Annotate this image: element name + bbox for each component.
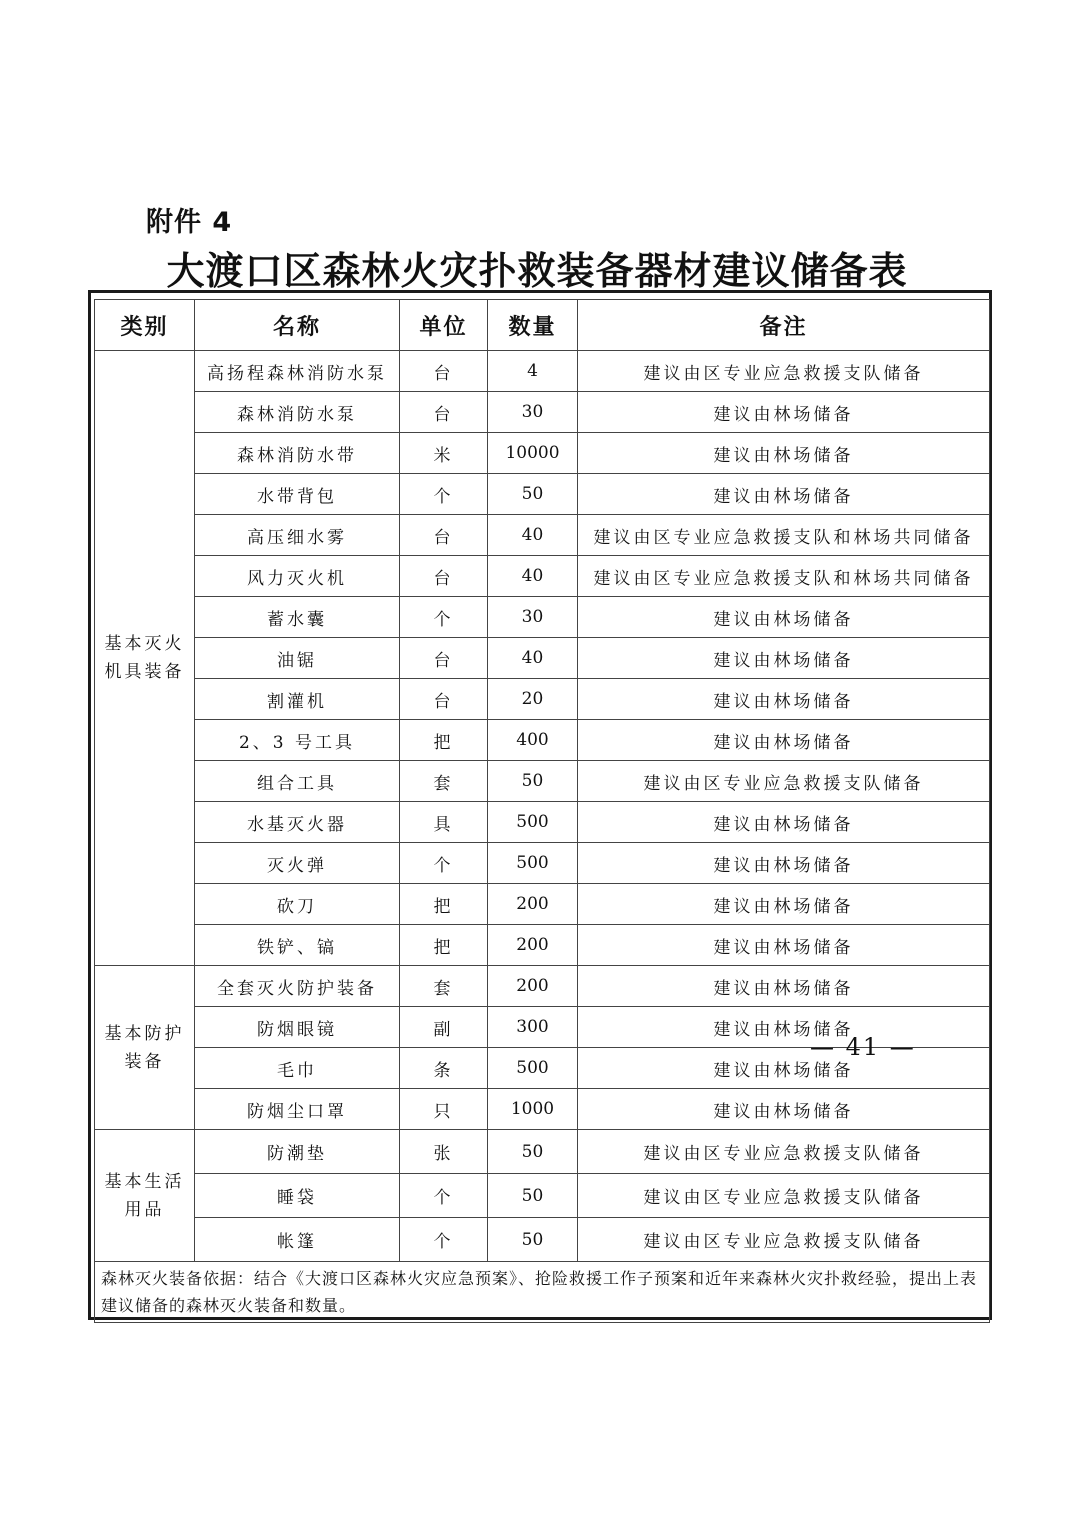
remark-cell: 建议由区专业应急救援支队储备: [578, 1130, 990, 1174]
unit-cell: 台: [400, 679, 488, 720]
item-name-cell: 蓄水囊: [195, 597, 400, 638]
table-row: [95, 1130, 990, 1174]
unit-cell: 台: [400, 638, 488, 679]
remark-cell: 建议由林场储备: [578, 802, 990, 843]
quantity-cell: 20: [488, 679, 578, 720]
header-category: 类别: [95, 300, 195, 351]
unit-cell: 台: [400, 351, 488, 392]
unit-cell: 台: [400, 556, 488, 597]
table-row: [95, 843, 990, 884]
quantity-cell: 50: [488, 1174, 578, 1218]
table-row: [95, 884, 990, 925]
quantity-cell: 30: [488, 392, 578, 433]
category-cell: 基本防护装备: [95, 966, 195, 1130]
unit-cell: 套: [400, 966, 488, 1007]
remark-cell: 建议由区专业应急救援支队和林场共同储备: [578, 515, 990, 556]
item-name-cell: 森林消防水带: [195, 433, 400, 474]
quantity-cell: 50: [488, 1218, 578, 1262]
quantity-cell: 40: [488, 515, 578, 556]
unit-cell: 把: [400, 925, 488, 966]
page-number-wrap: [810, 1033, 916, 1061]
unit-cell: 米: [400, 433, 488, 474]
table-row: [95, 474, 990, 515]
item-name-cell: 铁铲、镐: [195, 925, 400, 966]
item-name-cell: 水基灭火器: [195, 802, 400, 843]
quantity-cell: 1000: [488, 1089, 578, 1130]
attachment-label: 附件 4: [146, 207, 233, 238]
table-row: [95, 1174, 990, 1218]
unit-cell: 把: [400, 884, 488, 925]
item-name-cell: 防烟尘口罩: [195, 1089, 400, 1130]
remark-cell: 建议由林场储备: [578, 884, 990, 925]
page-number: — 41 —: [810, 1033, 916, 1061]
table-row: [95, 1218, 990, 1262]
quantity-cell: 300: [488, 1007, 578, 1048]
table-row: [95, 679, 990, 720]
quantity-cell: 30: [488, 597, 578, 638]
item-name-cell: 毛巾: [195, 1048, 400, 1089]
unit-cell: 把: [400, 720, 488, 761]
unit-cell: 台: [400, 515, 488, 556]
table-row: [95, 966, 990, 1007]
item-name-cell: 睡袋: [195, 1174, 400, 1218]
unit-cell: 个: [400, 843, 488, 884]
table-row: [95, 925, 990, 966]
item-name-cell: 全套灭火防护装备: [195, 966, 400, 1007]
remark-cell: 建议由林场储备: [578, 720, 990, 761]
item-name-cell: 2、3 号工具: [195, 720, 400, 761]
table-row: [95, 638, 990, 679]
remark-cell: 建议由林场储备: [578, 679, 990, 720]
remark-cell: 建议由林场储备: [578, 597, 990, 638]
item-name-cell: 高扬程森林消防水泵: [195, 351, 400, 392]
category-cell: 基本生活用品: [95, 1130, 195, 1262]
table-row: [95, 351, 990, 392]
remark-cell: 建议由林场储备: [578, 638, 990, 679]
footnote-row: [95, 1262, 990, 1323]
unit-cell: 只: [400, 1089, 488, 1130]
item-name-cell: 组合工具: [195, 761, 400, 802]
quantity-cell: 500: [488, 1048, 578, 1089]
category-cell: 基本灭火机具装备: [95, 351, 195, 966]
document-title: 大渡口区森林火灾扑救装备器材建议储备表: [166, 249, 908, 293]
remark-cell: 建议由区专业应急救援支队储备: [578, 351, 990, 392]
quantity-cell: 10000: [488, 433, 578, 474]
header-unit: 单位: [400, 300, 488, 351]
unit-cell: 具: [400, 802, 488, 843]
item-name-cell: 风力灭火机: [195, 556, 400, 597]
quantity-cell: 500: [488, 843, 578, 884]
item-name-cell: 帐篷: [195, 1218, 400, 1262]
remark-cell: 建议由区专业应急救援支队储备: [578, 1218, 990, 1262]
header-quantity: 数量: [488, 300, 578, 351]
unit-cell: 张: [400, 1130, 488, 1174]
remark-cell: 建议由林场储备: [578, 1007, 990, 1048]
equipment-table: [94, 299, 990, 1323]
item-name-cell: 高压细水雾: [195, 515, 400, 556]
quantity-cell: 200: [488, 925, 578, 966]
remark-cell: 建议由林场储备: [578, 474, 990, 515]
table-row: [95, 597, 990, 638]
quantity-cell: 40: [488, 556, 578, 597]
remark-cell: 建议由林场储备: [578, 843, 990, 884]
remark-cell: 建议由区专业应急救援支队储备: [578, 761, 990, 802]
unit-cell: 条: [400, 1048, 488, 1089]
table-row: [95, 720, 990, 761]
table-row: [95, 761, 990, 802]
quantity-cell: 200: [488, 966, 578, 1007]
unit-cell: 个: [400, 1218, 488, 1262]
quantity-cell: 400: [488, 720, 578, 761]
remark-cell: 建议由林场储备: [578, 392, 990, 433]
unit-cell: 副: [400, 1007, 488, 1048]
item-name-cell: 灭火弹: [195, 843, 400, 884]
item-name-cell: 砍刀: [195, 884, 400, 925]
remark-cell: 建议由林场储备: [578, 1089, 990, 1130]
remark-cell: 建议由林场储备: [578, 1048, 990, 1089]
table-row: [95, 556, 990, 597]
item-name-cell: 油锯: [195, 638, 400, 679]
quantity-cell: 50: [488, 1130, 578, 1174]
header-name: 名称: [195, 300, 400, 351]
unit-cell: 个: [400, 474, 488, 515]
item-name-cell: 森林消防水泵: [195, 392, 400, 433]
item-name-cell: 水带背包: [195, 474, 400, 515]
quantity-cell: 200: [488, 884, 578, 925]
unit-cell: 套: [400, 761, 488, 802]
item-name-cell: 防潮垫: [195, 1130, 400, 1174]
table-header-row: [95, 300, 990, 351]
unit-cell: 台: [400, 392, 488, 433]
quantity-cell: 40: [488, 638, 578, 679]
quantity-cell: 500: [488, 802, 578, 843]
quantity-cell: 50: [488, 761, 578, 802]
table-row: [95, 515, 990, 556]
remark-cell: 建议由区专业应急救援支队和林场共同储备: [578, 556, 990, 597]
unit-cell: 个: [400, 1174, 488, 1218]
remark-cell: 建议由林场储备: [578, 966, 990, 1007]
quantity-cell: 4: [488, 351, 578, 392]
table-row: [95, 1089, 990, 1130]
table-row: [95, 433, 990, 474]
remark-cell: 建议由林场储备: [578, 925, 990, 966]
remark-cell: 建议由林场储备: [578, 433, 990, 474]
item-name-cell: 割灌机: [195, 679, 400, 720]
header-remark: 备注: [578, 300, 990, 351]
remark-cell: 建议由区专业应急救援支队储备: [578, 1174, 990, 1218]
quantity-cell: 50: [488, 474, 578, 515]
table-body: [95, 351, 990, 1323]
item-name-cell: 防烟眼镜: [195, 1007, 400, 1048]
footnote-text: 森林灭火装备依据：结合《大渡口区森林火灾应急预案》、抢险救援工作子预案和近年来森林火灾扑救经验，提出上表建议储备的森林灭火装备和数量。: [95, 1262, 990, 1323]
table-row: [95, 802, 990, 843]
unit-cell: 个: [400, 597, 488, 638]
table-row: [95, 392, 990, 433]
